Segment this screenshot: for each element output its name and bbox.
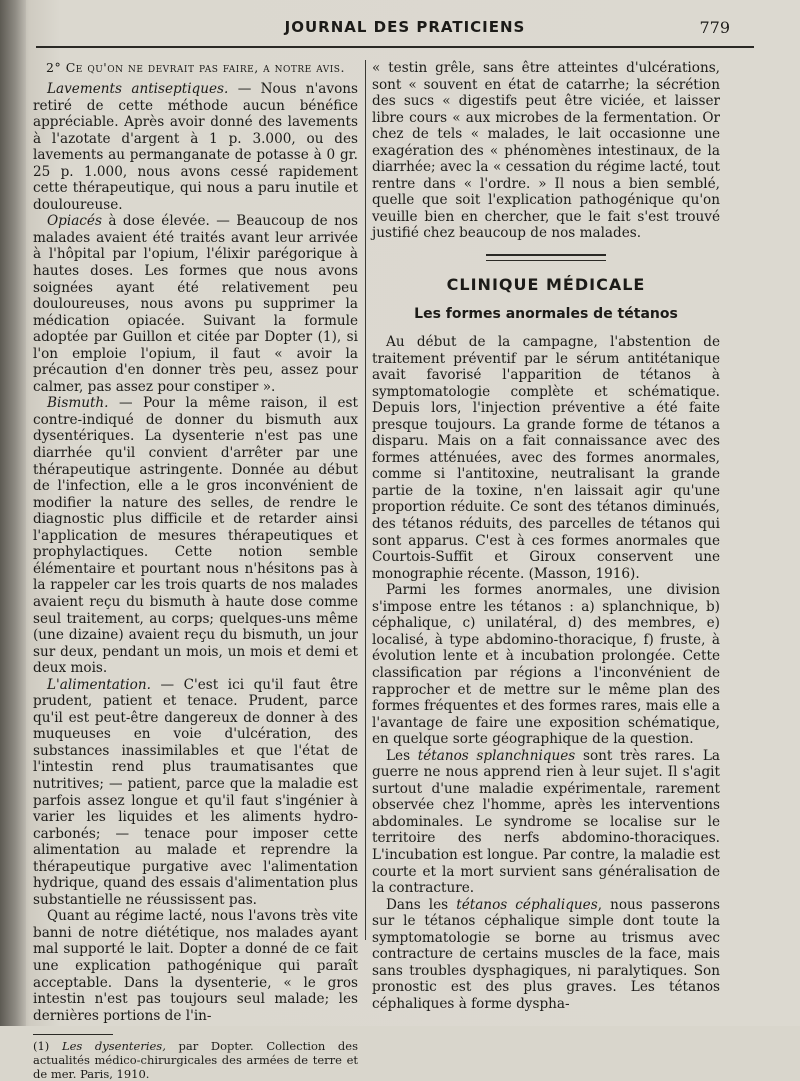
paragraph-emphasis: tétanos céphaliques bbox=[456, 896, 598, 913]
journal-title: JOURNAL DES PRATICIENS bbox=[284, 18, 526, 36]
paragraph-emphasis: tétanos splanchniques bbox=[417, 747, 576, 764]
header-rule bbox=[36, 46, 754, 48]
paragraph-classification: Parmi les formes anormales, une division s'impose entre les tétanos : a) splanchnique, b) céphalique, c) unilatéral, d) des membres, e) localisé, à type abdomino-thoracique, f) fruste, à évolution lente et à incubation prolongée. Cette classification par régions a l'inconvénient de rapprocher et de mettre sur le même plan des formes fréquentes et des formes rares, mais elle a l'avantage de faire une exposition schématique, en quelque sorte géographique de la question. bbox=[372, 582, 720, 748]
running-head bbox=[40, 18, 770, 42]
page-number: 779 bbox=[699, 18, 730, 37]
paragraph-title: L'alimentation. bbox=[47, 676, 151, 693]
right-column bbox=[372, 60, 720, 1012]
footnote-title: Les dysenteries, bbox=[61, 1039, 166, 1054]
paragraph-regime-lacte: Quant au régime lacté, nous l'avons très vite banni de notre diététique, nos malades ayant mal supporté le lait. Dopter a donné de ce fait une explication pathogénique qui paraît acceptable. Dans la dysenterie, « le gros intestin n'est pas toujours seul malade; les dernières portions de l'in- bbox=[33, 908, 358, 1024]
paragraph-text: — Nous n'avons retiré de cette méthode aucun bénéfice appréciable. Après avoir donné des lavements à l'azotate d'argent à 1 p. 3.000, ou des lavements au permanganate de potasse à 0 gr. 25 p. 1.000, nous avons cessé rapidement cette thérapeutique, qui nous a paru inutile et douloureuse. bbox=[33, 81, 358, 213]
paragraph-alimentation bbox=[33, 677, 358, 909]
section-heading: 2° Ce qu'on ne devrait pas faire, a notre avis. bbox=[46, 60, 345, 75]
footnote-text: par Dopter. Collection des actualités médico-chirurgicales des armées de terre et de mer. Paris, 1910. bbox=[33, 1039, 359, 1081]
paragraph-title: Opiacés bbox=[47, 213, 102, 230]
paragraph-text: — Pour la même raison, il est contre-indiqué de donner du bismuth aux dysentériques. La dysenterie n'est pas une diarrhée qu'il convient d'arrêter par une thérapeutique astringente. Donnée au début de l'infection, elle a le gros inconvénient de modifier la nature des selles, de rendre le diagnostic plus difficile et de retarder ainsi l'application de mesures thérapeutiques et prophylactiques. Cette notion semble élémentaire et pourtant nous n'hésitons pas à la rappeler car les trois quarts de nos malades avaient reçu du bismuth à haute dose comme seul traitement, au corps; quelques-uns même (une dizaine) avaient reçu du bismuth, un jour sur deux, pendant un mois, un mois et demi et deux mois. bbox=[33, 395, 358, 677]
paragraph-continuation: « testin grêle, sans être atteintes d'ulcérations, sont « souvent en état de catarrhe; la sécrétion des sucs « digestifs peut être viciée, et laisser libre cours « aux microbes de la fermentation. Or chez de tels « malades, le lait occasionne une exagération des « phénomènes intestinaux, de la diarrhée; avec la « cessation du régime lacté, tout rentre dans « l'ordre. » Il nous a bien semblé, quelle que soit l'explication pathogénique qu'on veuille bien en chercher, que le fait s'est trouvé justifié chez beaucoup de nos malades. bbox=[372, 60, 720, 242]
paragraph-intro: Au début de la campagne, l'abstention de traitement préventif par le sérum antitétanique avait favorisé l'apparition de tétanos à symptomatologie complète et schématique. Depuis lors, l'injection préventive a été faite presque toujours. La grande forme de tétanos a disparu. Mais on a fait connaissance avec des formes atténuées, avec des formes anormales, comme si l'antitoxine, neutralisant la grande partie de la toxine, n'en laissait agir qu'une proportion réduite. Ce sont des tétanos diminués, des tétanos réduits, des parcelles de tétanos qui sont apparus. C'est à ces formes anormales que Courtois-Suffit et Giroux conservent une monographie récente. (Masson, 1916). bbox=[372, 334, 720, 582]
paragraph-opiaces bbox=[33, 213, 358, 395]
paragraph-lavements bbox=[33, 81, 358, 213]
section-title: CLINIQUE MÉDICALE bbox=[446, 275, 646, 295]
paragraph-cephaliques bbox=[372, 897, 720, 1013]
paragraph-splanchniques bbox=[372, 748, 720, 897]
column-divider bbox=[365, 60, 366, 940]
footnote-rule bbox=[33, 1034, 113, 1035]
paragraph-bismuth bbox=[33, 395, 358, 676]
binding-shadow bbox=[0, 0, 26, 1026]
footnote bbox=[33, 1039, 358, 1081]
paragraph-text: — C'est ici qu'il faut être prudent, patient et tenace. Prudent, parce qu'il est peut-être dangereux de donner à des muqueuses en voie d'ulcération, des substances inassimilables et que l'état de l'intestin rend plus traumatisantes que nutritives; — patient, parce que la maladie est parfois assez longue et qu'il faut s'ingénier à varier les liquides et les aliments hydro-carbonés; — tenace pour imposer cette alimentation au malade et reprendre la thérapeutique purgative avec l'alimentation hydrique, quand des essais d'alimentation plus substantielle ne réussissent pas. bbox=[33, 676, 358, 908]
paragraph-lead: Les bbox=[386, 747, 418, 764]
paragraph-text: , nous passerons sur le tétanos céphalique simple dont toute la symptomatologie se borne au trismus avec contracture de certains muscles de la face, mais sans troubles dysphagiques, ni paralytiques. Son pronostic est des plus graves. Les tétanos céphaliques à forme dyspha- bbox=[372, 896, 721, 1012]
paragraph-title: Bismuth. bbox=[47, 395, 109, 412]
article-title: Les formes anormales de tétanos bbox=[414, 306, 678, 323]
footnote-marker: (1) bbox=[33, 1039, 62, 1054]
paragraph-title: Lavements antiseptiques. bbox=[47, 81, 229, 97]
section-rule bbox=[486, 254, 606, 261]
paragraph-text: à dose élevée. — Beaucoup de nos malades avaient été traités avant leur arrivée à l'hôpital par l'opium, l'élixir parégorique à hautes doses. Les formes que nous avons soignées ayant été relativement peu douloureuses, nous avons pu supprimer la médication opiacée. Suivant la formule adoptée par Guillon et citée par Dopter (1), si l'on emploie l'opium, il faut « avoir la précaution d'en donner très peu, assez pour calmer, pas assez pour constiper ». bbox=[33, 213, 358, 395]
left-column bbox=[33, 60, 358, 1081]
paragraph-text: sont très rares. La guerre ne nous apprend rien à leur sujet. Il s'agit surtout d'une maladie expérimentale, rarement observée chez l'homme, après les interventions abdominales. Le syndrome se localise sur le territoire des nerfs abdomino-thoraciques. L'incubation est longue. Par contre, la maladie est courte et la mort survient sans généralisation de la contracture. bbox=[372, 747, 720, 897]
paragraph-lead: Dans les bbox=[386, 896, 457, 913]
